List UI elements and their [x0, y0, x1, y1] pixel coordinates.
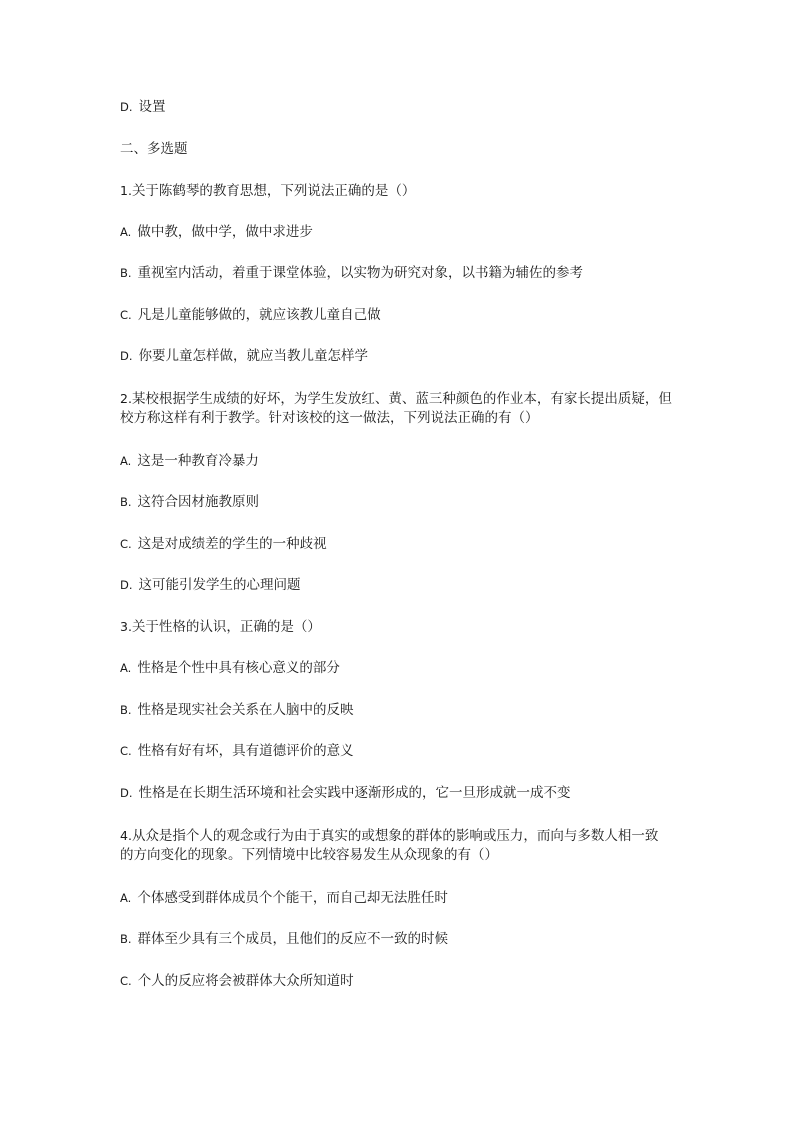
option-c [120, 534, 680, 554]
option-letter: A. [120, 225, 132, 239]
option-a [120, 222, 680, 242]
option-text: 你要儿童怎样做，就应当教儿童怎样学 [138, 348, 369, 364]
option-letter: C. [120, 308, 132, 322]
question-text: 某校根据学生成绩的好坏，为学生发放红、黄、蓝三种颜色的作业本，有家长提出质疑，但校方称这样有利于教学。针对该校的这一做法，下列说法正确的有（） [120, 391, 672, 426]
option-b [120, 263, 680, 283]
option-b [120, 929, 680, 949]
option-c [120, 741, 680, 761]
option-text: 个人的反应将会被群体大众所知道时 [137, 973, 354, 989]
question-text: 关于陈鹤琴的教育思想，下列说法正确的是（） [131, 183, 416, 199]
option-d [120, 783, 680, 803]
option-d [120, 575, 680, 595]
option-a [120, 888, 680, 908]
option-text: 这可能引发学生的心理问题 [138, 577, 301, 593]
question-stem [120, 617, 680, 637]
question-number: 2. [120, 391, 132, 406]
option-letter: A. [120, 454, 132, 468]
option-letter: D. [120, 349, 133, 363]
option-d [120, 346, 680, 366]
option-letter: D. [120, 100, 133, 114]
option-c [120, 305, 680, 325]
option-letter: A. [120, 891, 132, 905]
question-number: 3. [120, 619, 132, 634]
question-number: 4. [120, 828, 132, 843]
question-number: 1. [120, 183, 132, 198]
option-letter: B. [120, 932, 132, 946]
option-text: 群体至少具有三个成员，且他们的反应不一致的时候 [137, 931, 449, 947]
option-text: 设置 [138, 99, 166, 115]
option-a [120, 658, 680, 678]
option-text: 性格是个性中具有核心意义的部分 [137, 660, 340, 676]
option-text: 凡是儿童能够做的，就应该教儿童自己做 [137, 307, 381, 323]
option-letter: D. [120, 578, 133, 592]
option-letter: D. [120, 786, 133, 800]
question-text: 关于性格的认识，正确的是（） [131, 619, 321, 635]
option-letter: B. [120, 495, 132, 509]
option-letter: C. [120, 744, 132, 758]
option-text: 做中教，做中学，做中求进步 [137, 224, 313, 240]
option-text: 性格是在长期生活环境和社会实践中逐渐形成的，它一旦形成就一成不变 [138, 785, 571, 801]
question-stem [120, 826, 665, 865]
option-b [120, 492, 680, 512]
option-text: 性格是现实社会关系在人脑中的反映 [137, 702, 354, 718]
question-stem [120, 389, 676, 428]
option-letter: B. [120, 703, 132, 717]
option-letter: B. [120, 266, 132, 280]
option-text: 这符合因材施教原则 [137, 494, 260, 510]
option-b [120, 700, 680, 720]
option-text: 这是一种教育冷暴力 [137, 453, 259, 469]
section-title: 二、多选题 [120, 141, 188, 157]
option-a [120, 451, 680, 471]
question-text: 从众是指个人的观念或行为由于真实的或想象的群体的影响或压力，而向与多数人相一致的方向变化的现象。下列情境中比较容易发生从众现象的有（） [120, 828, 659, 863]
option-text: 性格有好有坏，具有道德评价的意义 [137, 743, 354, 759]
option-text: 重视室内活动，着重于课堂体验，以实物为研究对象，以书籍为辅佐的参考 [137, 265, 584, 281]
option-text: 个体感受到群体成员个个能干，而自己却无法胜任时 [137, 890, 448, 906]
option-text: 这是对成绩差的学生的一种歧视 [137, 536, 327, 552]
question-stem [120, 181, 680, 201]
option-letter: C. [120, 537, 132, 551]
option-letter: C. [120, 974, 132, 988]
option-letter: A. [120, 661, 132, 675]
option-c [120, 971, 680, 991]
prev-option-d [120, 97, 680, 117]
